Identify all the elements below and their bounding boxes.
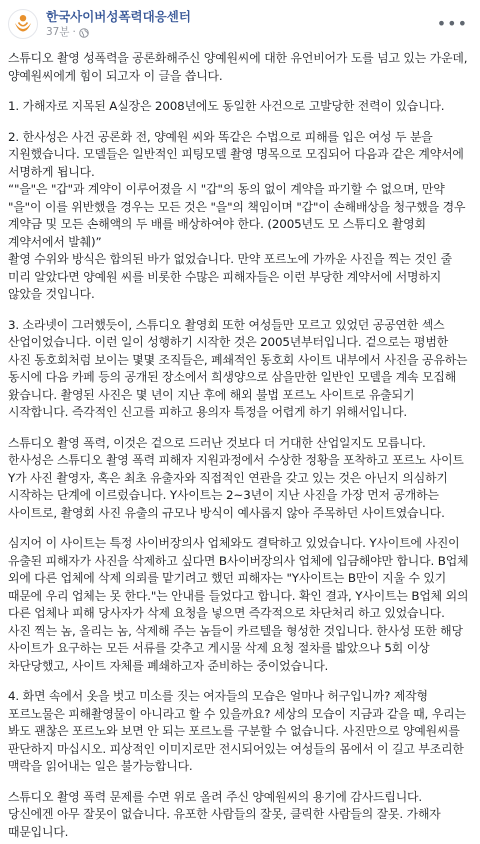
post-timestamp[interactable]: 37분 [46,26,70,39]
post-subline [46,26,435,39]
page-avatar[interactable] [8,9,38,39]
post-paragraph: 1. 가해자로 지목된 A실장은 2008년에도 동일한 사건으로 고발당한 전력이 있습니다. [8,99,445,113]
globe-icon [79,28,89,38]
post-paragraph: 촬영 수위와 방식은 합의된 바가 없었습니다. 만약 포르노에 가까운 사진을 찍는 것인 줄 미리 알았다면 양예원 씨를 비롯한 수많은 피해자들은 이런 부당한 계약서에 서명하지 않았을 것입니다. [8,252,452,301]
post-paragraph: 스튜디오 촬영 폭력, 이것은 겉으로 드러난 것보다 더 거대한 산업일지도 모릅니다. 한사성은 스튜디오 촬영 폭력 피해자 지원과정에서 수상한 정황을 포착하고 포르노 사이트 Y가 사진 촬영자, 혹은 최초 유출자와 직접적인 연관을 갖고 있는 것은 아닌지 의심하기 시작하는 단계에 이르렀습니다. Y사이트는 2~3년이 지난 사진을 가장 먼저 공개하는 사이트로, 촬영회 사진 유출의 규모나 방식이 예사롭지 않아 주목하던 사이트였습니다. [8,435,464,520]
post-paragraph: 심지어 이 사이트는 특정 사이버장의사 업체와도 결탁하고 있었습니다. Y사이트에 사진이 유출된 피해자가 사진을 삭제하고 싶다면 B사이버장의사 업체에 입금해야만 합니다. B업체 외에 다른 업체에 삭제 의뢰를 맡기려고 했던 피해자는 "Y사이트는 B만이 지울 수 있기 때문에 우리 업체는 못 한다."는 안내를 들었다고 합니다. 확인 결과, Y사이트는 B업체 외의 다른 업체나 피해 당사자가 삭제 요청을 넣으면 즉각적으로 차단처리 하고 있었습니다. 사진 찍는 놈, 올리는 놈, 삭제해 주는 놈들이 카르텔을 형성한 것입니다. 한사성 또한 해당 사이트가 요구하는 모든 서류를 갖추고 게시물 삭제 요청 절차를 밟았으나 5회 이상 차단당했고, 사이트 자체를 폐쇄하고자 준비하는 중이었습니다. [8,536,469,673]
post-paragraph: 스튜디오 촬영 성폭력을 공론화해주신 양예원씨에 대한 유언비어가 도를 넘고 있는 가운데, 양예원씨에게 힘이 되고자 이 글을 씁니다. [8,51,468,83]
post-meta [46,9,435,39]
post-paragraph: 스튜디오 촬영 폭력 문제를 수면 위로 올려 주신 양예원씨의 용기에 감사드립니다. 당신에겐 아무 잘못이 없습니다. 유포한 사람들의 잘못, 클릭한 사람들의 잘못. 가해자 때문입니다. [8,789,441,839]
more-icon[interactable]: ••• [436,14,468,33]
post-quote: “"을"은 "갑"과 계약이 이루어졌을 시 "갑"의 동의 없이 계약을 파기할 수 없으며, 만약 "을"이 이를 위반했을 경우는 모든 것은 "을"의 책임이며 "갑"이 손해배상을 청구했을 경우 계약금 및 모든 손해액의 두 배를 배상하여야 한다. (2005년도 모 스튜디오 촬영회 계약서에서 발췌)” [8,182,466,249]
page-name-link[interactable]: 한국사이버성폭력대응센터 [46,9,191,25]
post-paragraph: 2. 한사성은 사건 공론화 전, 양예원 씨와 똑같은 수법으로 피해를 입은 여성 두 분을 지원했습니다. 모델들은 일반적인 피팅모델 촬영 명목으로 모집되어 다음과 같은 계약서에 서명하게 됩니다. [8,129,464,179]
dot-separator: · [72,26,76,39]
post-body [0,42,480,841]
center-logo-icon [11,12,35,36]
post-header [0,0,480,42]
post-paragraph: 3. 소라넷이 그러했듯이, 스튜디오 촬영회 또한 여성들만 모르고 있었던 공공연한 섹스 산업이었습니다. 이런 일이 성행하기 시작한 것은 2005년부터입니다. 겉으로는 평범한 사진 동호회처럼 보이는 몇몇 조직들은, 폐쇄적인 동호회 사이트 내부에서 사진을 공유하는 동시에 다음 카페 등의 공개된 장소에서 희생양으로 삼을만한 일반인 모델을 계속 모집해 왔습니다. 촬영된 사진은 몇 년이 지난 후에 해외 불법 포르노 사이트로 유출되기 시작합니다. 즉각적인 신고를 피하고 용의자 특정을 어렵게 하기 위해서입니다. [8,317,468,419]
post-paragraph: 4. 화면 속에서 옷을 벗고 미소를 짓는 여자들의 모습은 얼마나 허구입니까? 제작형 포르노물은 피해촬영물이 아니라고 할 수 있을까요? 세상의 모습이 지금과 같을 때, 우리는 봐도 괜찮은 포르노와 보면 안 되는 포르노를 구분할 수 없습니다. 사진만으로 양예원씨를 판단하지 마십시오. 피상적인 이미지로만 전시되어있는 여성들의 몸에서 이 길고 부조리한 맥락을 읽어내는 일은 불가능합니다. [8,689,466,773]
